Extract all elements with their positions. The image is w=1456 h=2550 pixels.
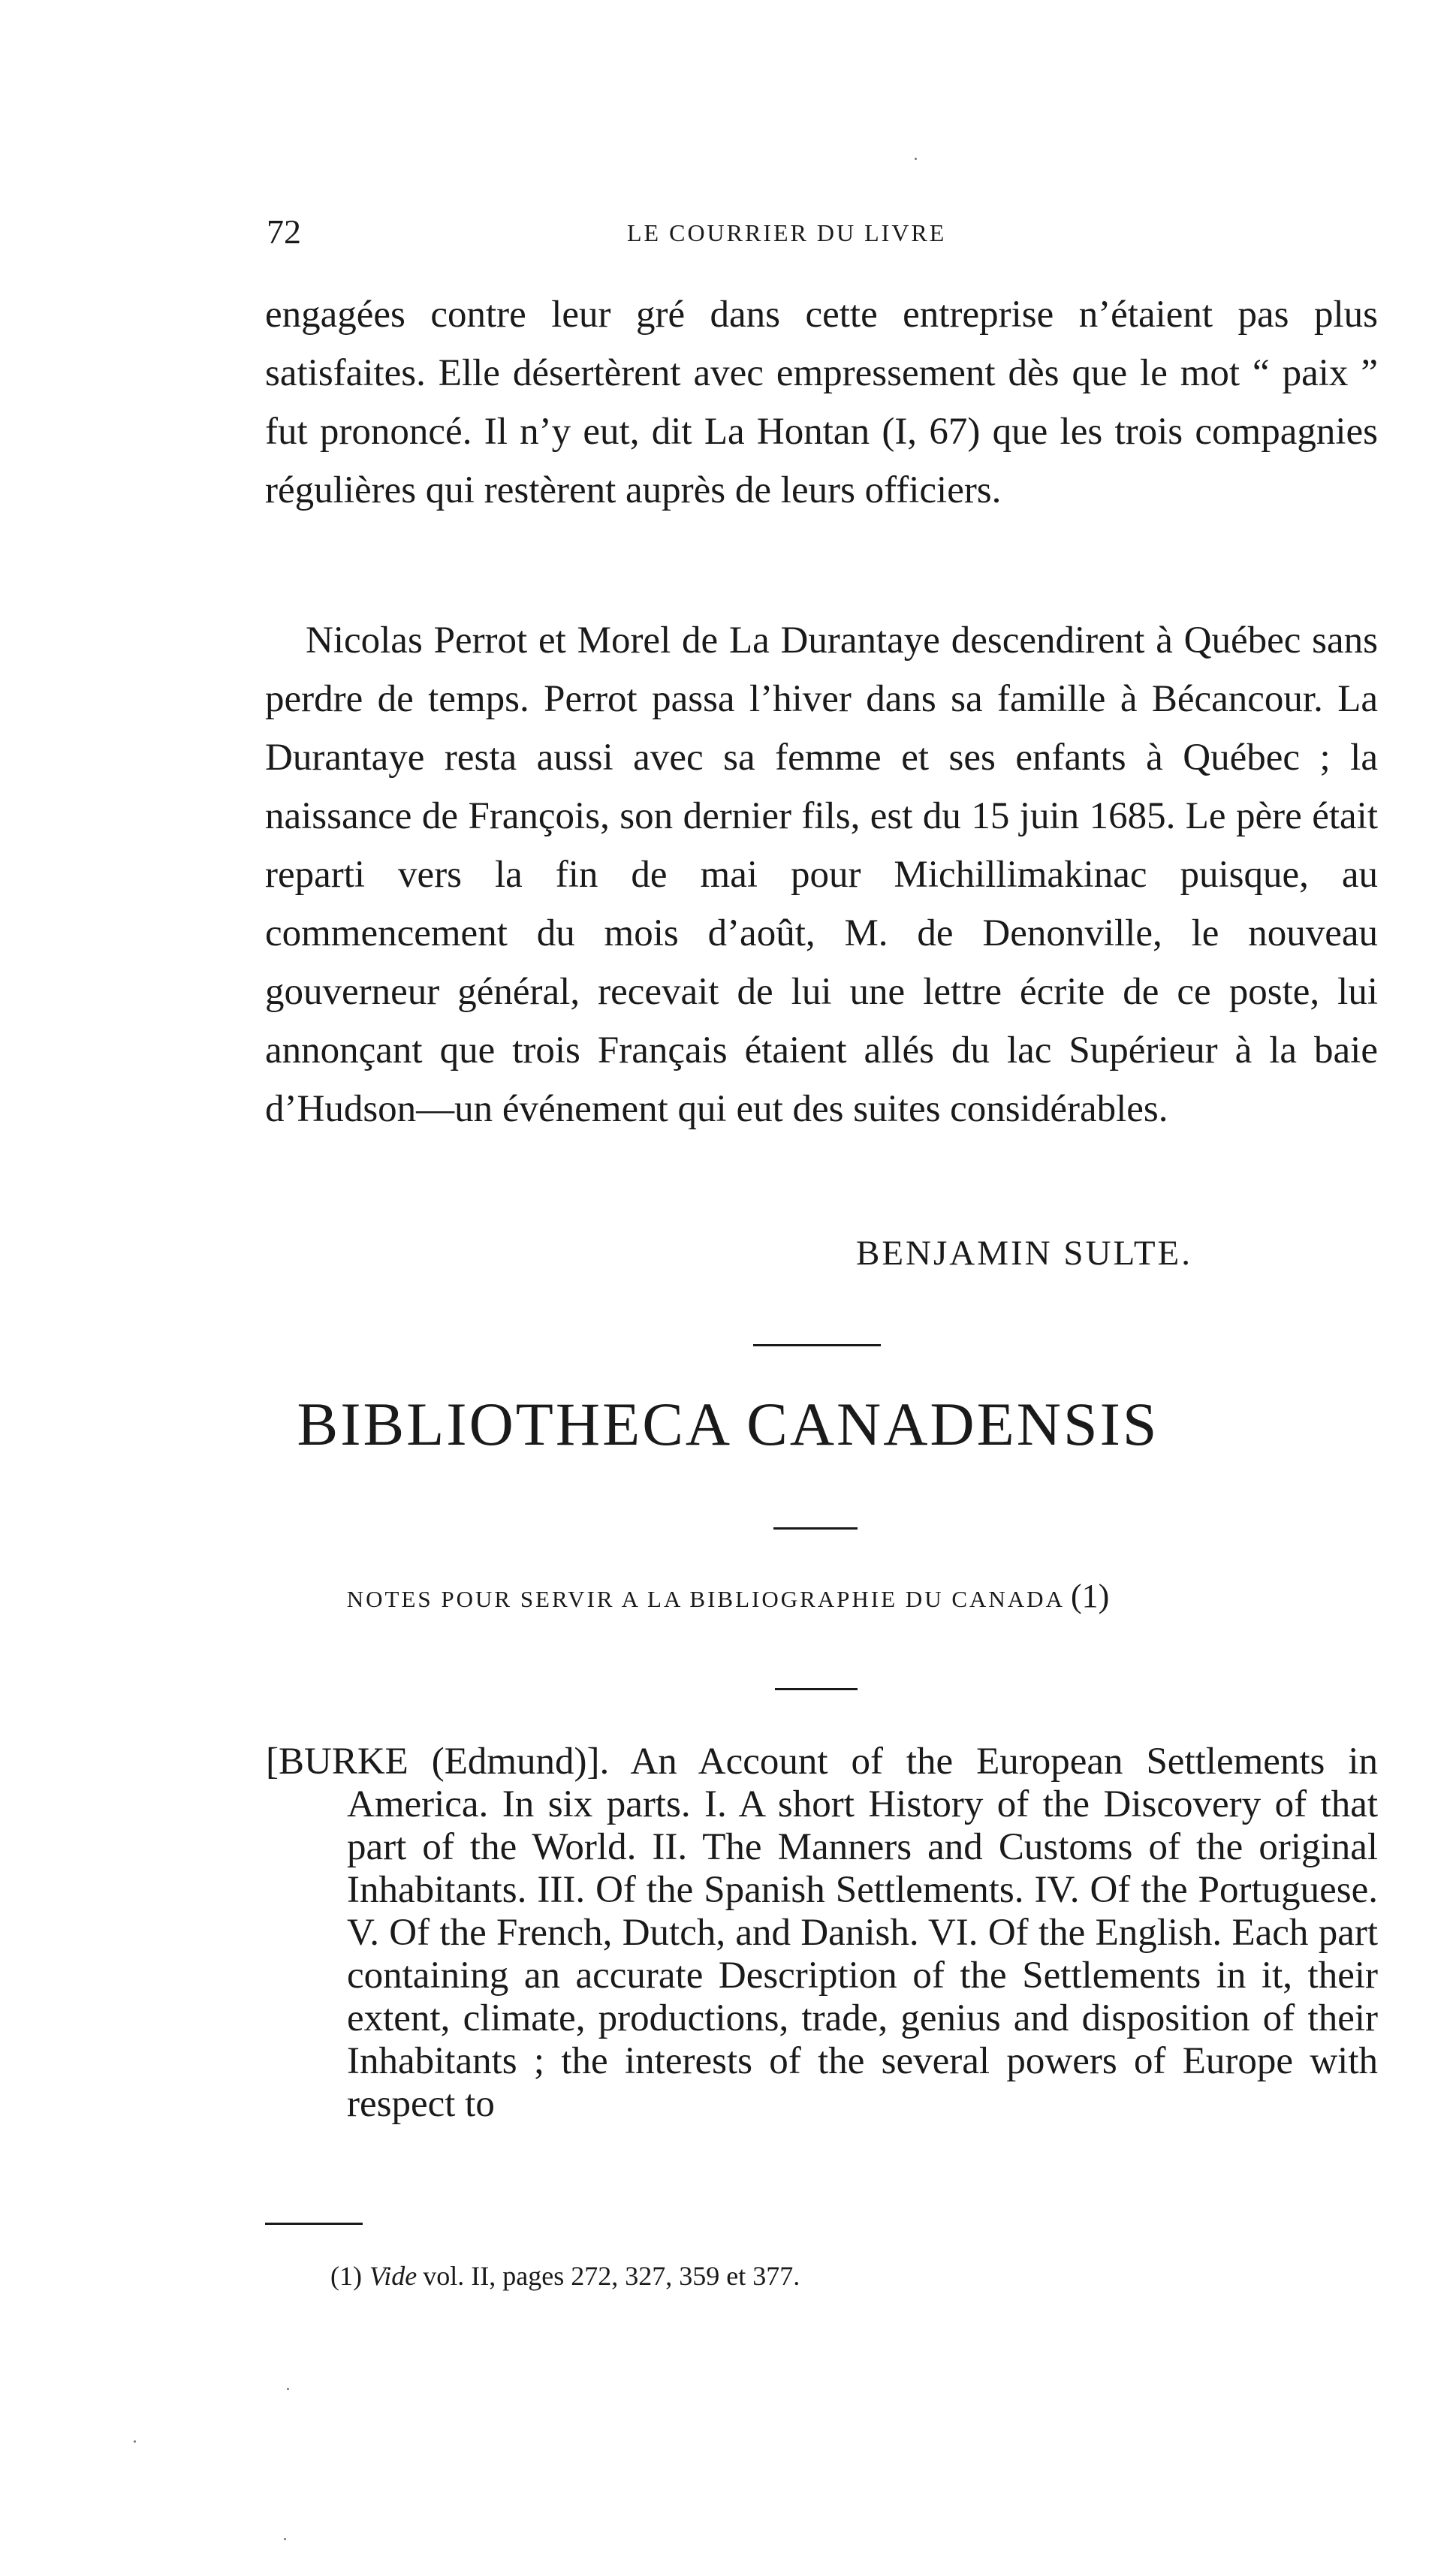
running-head [267, 212, 1378, 257]
paper-speck [287, 2388, 289, 2390]
paper-speck [915, 158, 917, 160]
author-signature: BENJAMIN SULTE. [856, 1234, 1193, 1273]
section-divider [775, 1688, 858, 1690]
body-paragraph: engagées contre leur gré dans cette entreprise n’étaient pas plus satisfaites. Elle désertèrent avec empressement dès que le mot “ paix ” fut prononcé. Il n’y eut, dit La Hontan (I, 67) que les trois compagnies régulières qui restèrent auprès de leurs officiers. [265, 294, 1378, 511]
section-title: BIBLIOTHECA CANADENSIS [297, 1390, 1159, 1458]
paper-speck [284, 2538, 286, 2540]
section-subtitle-text: NOTES POUR SERVIR A LA BIBLIOGRAPHIE DU CANADA [346, 1586, 1065, 1612]
footnote-rule [265, 2223, 363, 2225]
footnote-vide: Vide [369, 2261, 418, 2291]
section-divider [753, 1344, 881, 1346]
section-divider [773, 1527, 858, 1530]
running-title: LE COURRIER DU LIVRE [627, 219, 947, 246]
footnote-text: vol. II, pages 272, 327, 359 et 377. [423, 2261, 800, 2291]
section-subtitle [0, 1577, 1456, 1615]
footnote-reference: (1) [1070, 1578, 1110, 1614]
body-paragraph: Nicolas Perrot et Morel de La Durantaye descendirent à Québec sans perdre de temps. Perrot passa l’hiver dans sa famille à Bécancour. La Durantaye resta aussi avec sa femme et ses enfants à Québec ; la naissance de François, son dernier fils, est du 15 juin 1685. Le père était reparti vers la fin de mai pour Michillimakinac puisque, au commencement du mois d’août, M. de Denonville, le nouveau gouverneur général, recevait de lui une lettre écrite de ce poste, lui annonçant que trois Français étaient allés du lac Supérieur à la baie d’Hudson—un événement qui eut des suites considérables. [265, 619, 1378, 1130]
page-number: 72 [267, 212, 301, 251]
footnote-marker: (1) [330, 2261, 362, 2291]
bibliography-entry: [BURKE (Edmund)]. An Account of the European Settlements in America. In six parts. I. A short History of the Discovery of that part of the World. II. The Manners and Customs of the original Inhabitants. III. Of the Spanish Settlements. IV. Of the Portuguese. V. Of the French, Dutch, and Danish. VI. Of the English. Each part containing an accurate Description of the Settlements in it, their extent, climate, productions, trade, genius and disposition of their Inhabitants ; the interests of the several powers of Europe with respect to [266, 1741, 1378, 2125]
paper-speck [134, 2440, 136, 2443]
footnote [330, 2260, 800, 2292]
